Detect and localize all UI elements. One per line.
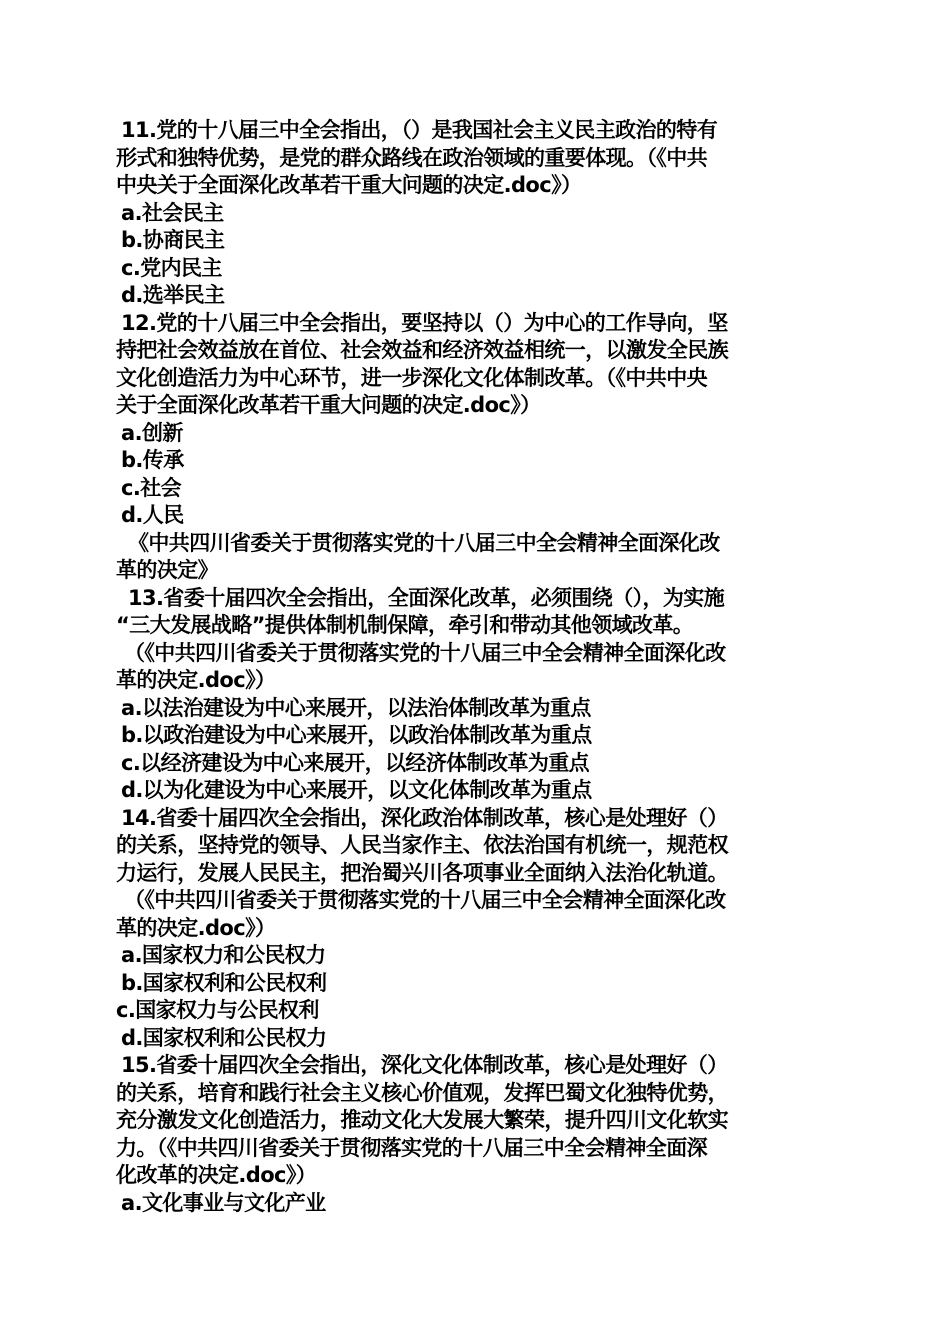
question-15-line-3: 充分激发文化创造活力，推动文化大发展大繁荣，提升四川文化软实: [116, 1108, 728, 1132]
question-11-option-c: c.党内民主: [121, 255, 222, 280]
section-heading-line-1: 《中共四川省委关于贯彻落实党的十八届三中全会精神全面深化改: [128, 530, 720, 555]
question-13-line-4: 革的决定.doc》）: [116, 668, 276, 692]
question-11-option-a: a.社会民主: [121, 200, 224, 225]
question-15-line-1: 15.省委十届四次全会指出，深化文化体制改革，核心是处理好（）: [121, 1053, 728, 1077]
question-14-option-b: b.国家权利和公民权利: [121, 970, 327, 995]
question-13-option-b: b.以政治建设为中心来展开，以政治体制改革为重点: [121, 723, 592, 747]
document-body: [116, 117, 838, 1217]
question-13-option-d: d.以为化建设为中心来展开，以文化体制改革为重点: [121, 778, 592, 802]
question-13-line-3: （《中共四川省委关于贯彻落实党的十八届三中全会精神全面深化改: [124, 640, 726, 665]
question-14-option-c: c.国家权力与公民权利: [116, 998, 319, 1022]
question-12-option-c: c.社会: [121, 475, 182, 500]
question-14-line-4: （《中共四川省委关于贯彻落实党的十八届三中全会精神全面深化改: [124, 888, 726, 912]
question-15-option-a: a.文化事业与文化产业: [121, 1190, 326, 1215]
question-15-line-2: 的关系，培育和践行社会主义核心价值观，发挥巴蜀文化独特优势，: [116, 1080, 728, 1105]
question-14-option-d: d.国家权利和公民权力: [121, 1025, 327, 1050]
question-15-line-5: 化改革的决定.doc》）: [116, 1163, 317, 1187]
question-13-option-a: a.以法治建设为中心来展开，以法治体制改革为重点: [121, 695, 591, 720]
question-11-line-1: 11.党的十八届三中全会指出，（）是我国社会主义民主政治的特有: [121, 118, 718, 142]
question-14-line-1: 14.省委十届四次全会指出，深化政治体制改革，核心是处理好（）: [121, 805, 728, 830]
question-14-line-3: 力运行，发展人民民主，把治蜀兴川各项事业全面纳入法治化轨道。: [116, 860, 728, 885]
question-13-option-c: c.以经济建设为中心来展开，以经济体制改革为重点: [121, 750, 590, 775]
question-12-option-d: d.人民: [121, 503, 184, 527]
question-12-line-2: 持把社会效益放在首位、社会效益和经济效益相统一，以激发全民族: [116, 338, 728, 362]
question-11-option-d: d.选举民主: [121, 283, 225, 307]
question-11-option-b: b.协商民主: [121, 228, 225, 252]
question-14-line-5: 革的决定.doc》）: [116, 915, 276, 940]
question-13-line-1: 13.省委十届四次全会指出，全面深化改革，必须围绕（），为实施: [128, 585, 725, 610]
question-12-line-4: 关于全面深化改革若干重大问题的决定.doc》）: [116, 393, 541, 417]
question-12-option-a: a.创新: [121, 420, 183, 445]
question-14-line-2: 的关系，坚持党的领导、人民当家作主、依法治国有机统一，规范权: [116, 833, 728, 857]
question-15-line-4: 力。（《中共四川省委关于贯彻落实党的十八届三中全会精神全面深: [116, 1135, 707, 1160]
question-12-line-3: 文化创造活力为中心环节，进一步深化文化体制改革。（《中共中央: [116, 365, 707, 390]
question-11-line-2: 形式和独特优势，是党的群众路线在政治领域的重要体现。（《中共: [116, 145, 707, 170]
question-12-line-1: 12.党的十八届三中全会指出，要坚持以（）为中心的工作导向，坚: [121, 310, 728, 335]
question-11-line-3: 中央关于全面深化改革若干重大问题的决定.doc》）: [116, 173, 582, 197]
question-12-option-b: b.传承: [121, 448, 184, 472]
section-heading-line-2: 革的决定》: [116, 558, 218, 582]
question-13-line-2: “三大发展战略”提供体制机制保障，牵引和带动其他领域改革。: [116, 613, 694, 637]
question-14-option-a: a.国家权力和公民权力: [121, 943, 326, 967]
